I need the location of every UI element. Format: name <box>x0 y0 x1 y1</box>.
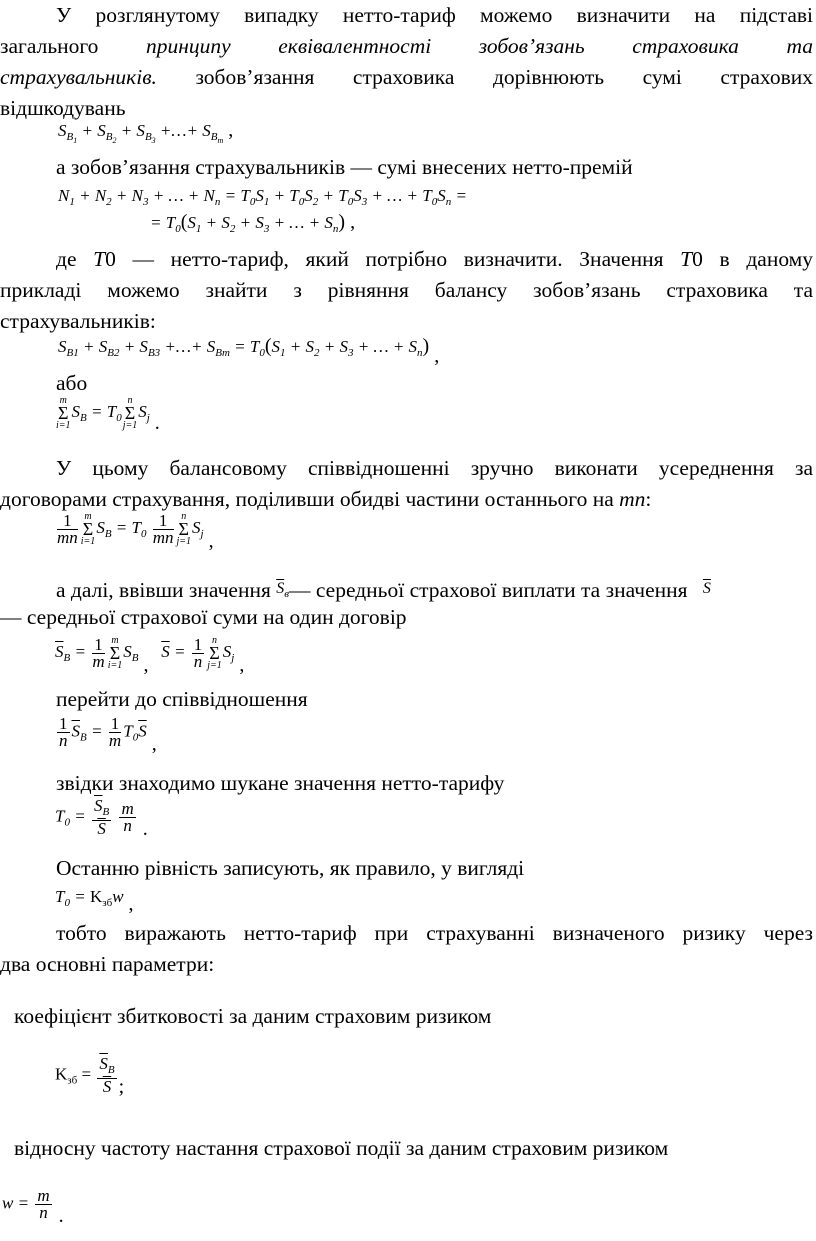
paragraph-2: а зобов’язання страхувальників — сумі внесених нетто-премій <box>56 155 633 179</box>
formula-sum-claims: $S_{B_1} + S_{B_2} + S_{B_3}$ +…+ $S_{B_m}$ , <box>58 119 234 146</box>
formula-tariff: $T_0$ = $\frac{\overline{S}_B}{S}$ $\frac{m}{n}$ . <box>55 796 148 841</box>
paragraph-10-line-2: два основні параметри: <box>0 952 215 976</box>
formula-loss-ratio-definition: $K_{зб}$ = $\frac{\overline{S}_B}{S}$ ; <box>55 1054 125 1099</box>
list-item-loss-ratio: коефіцієнт збитковості за даним страховим ризиком <box>14 1004 492 1028</box>
paragraph-7: перейти до співвідношення <box>56 687 308 711</box>
paragraph-1-line-1: У розглянутому випадку нетто-тариф можемо визначити на підставі <box>56 3 813 27</box>
formula-averaged: $\frac{1}{mn}$ m Σ $i=1S_B = T_0$ $\frac{1}{mn}$ n Σ $j=1S_j$ , <box>57 510 214 552</box>
paragraph-9: Останню рівність записують, як правило, у вигляді <box>56 856 525 880</box>
formula-ratio: $\frac{1}{n}$ $\overline{S}_B$ = $\frac{1}{m}$ $T_0\overline{S}$ , <box>59 714 157 756</box>
paragraph-1-line-4: відшкодувань <box>0 96 126 120</box>
paragraph-5-line-1: У цьому балансовому співвідношенні зручно виконати усереднення за <box>56 456 813 480</box>
paragraph-5-line-2: договорами страхування, поділивши обидві частини останнього на mn: <box>0 487 652 511</box>
formula-tariff-short: $T_0 = K_{зб}w$ , <box>55 887 134 915</box>
formula-frequency-definition: w = $\frac{m}{n}$ . <box>2 1186 64 1228</box>
formula-balance-sigma: m Σ $i=1S_B = T_0n$ Σ $j=1S_j$ . <box>56 395 160 434</box>
paragraph-10-line-1: тобто виражають нетто-тариф при страхуванні визначеного ризику через <box>56 921 813 945</box>
formula-sum-premiums-line-1: $N_1 + N_2 + N_3$ + … + $N_n = T_0S_1 + T_0S_2 + T_0S_3$ + … + $T_0S_n$ = <box>58 186 467 208</box>
formula-balance: $S_{B1} + S_{B2} + S_{B3}$ +…+ $S_{Bm} = T_0(S_1 + S_2 + S_3$ + … + $S_n$) , <box>58 335 440 367</box>
paragraph-1-line-2: загального принципу еквівалентності зобов’язань страховика та <box>0 34 813 58</box>
paragraph-3-line-3: страхувальників: <box>0 309 156 333</box>
paragraph-6-line-2: — середньої страхової суми на один договір <box>0 605 407 629</box>
formula-sum-premiums-line-2: = $T_0(S_1 + S_2 + S_3$ + … + $S_n$) , <box>150 211 356 235</box>
paragraph-3-line-2: прикладі можемо знайти з рівняння балансу зобов’язань страховика та <box>0 278 813 302</box>
paragraph-1-line-3: страхувальників. зобов’язання страховика дорівнюють сумі страхових <box>0 65 813 89</box>
paragraph-4: або <box>56 371 88 395</box>
paragraph-6-line-1: а далі, ввівши значення $\overline{S}_в—$ середньої страхової виплати та значення $\overline{S}$ <box>56 578 711 602</box>
paragraph-8: звідки знаходимо шукане значення нетто-тарифу <box>56 771 505 795</box>
formula-mean-definitions: $\overline{S}_B$ = $\frac{1}{m}$ m Σ $i=1S_B$ , $\overline{S}$ = $\frac{1}{n}$ n Σ $j=1S_j$ , <box>55 634 245 676</box>
list-item-event-frequency: відносну частоту настання страхової події за даним страховим ризиком <box>14 1136 669 1160</box>
paragraph-3-line-1: де T0 — нетто-тариф, який потрібно визначити. Значення T0 в даному <box>56 247 814 271</box>
